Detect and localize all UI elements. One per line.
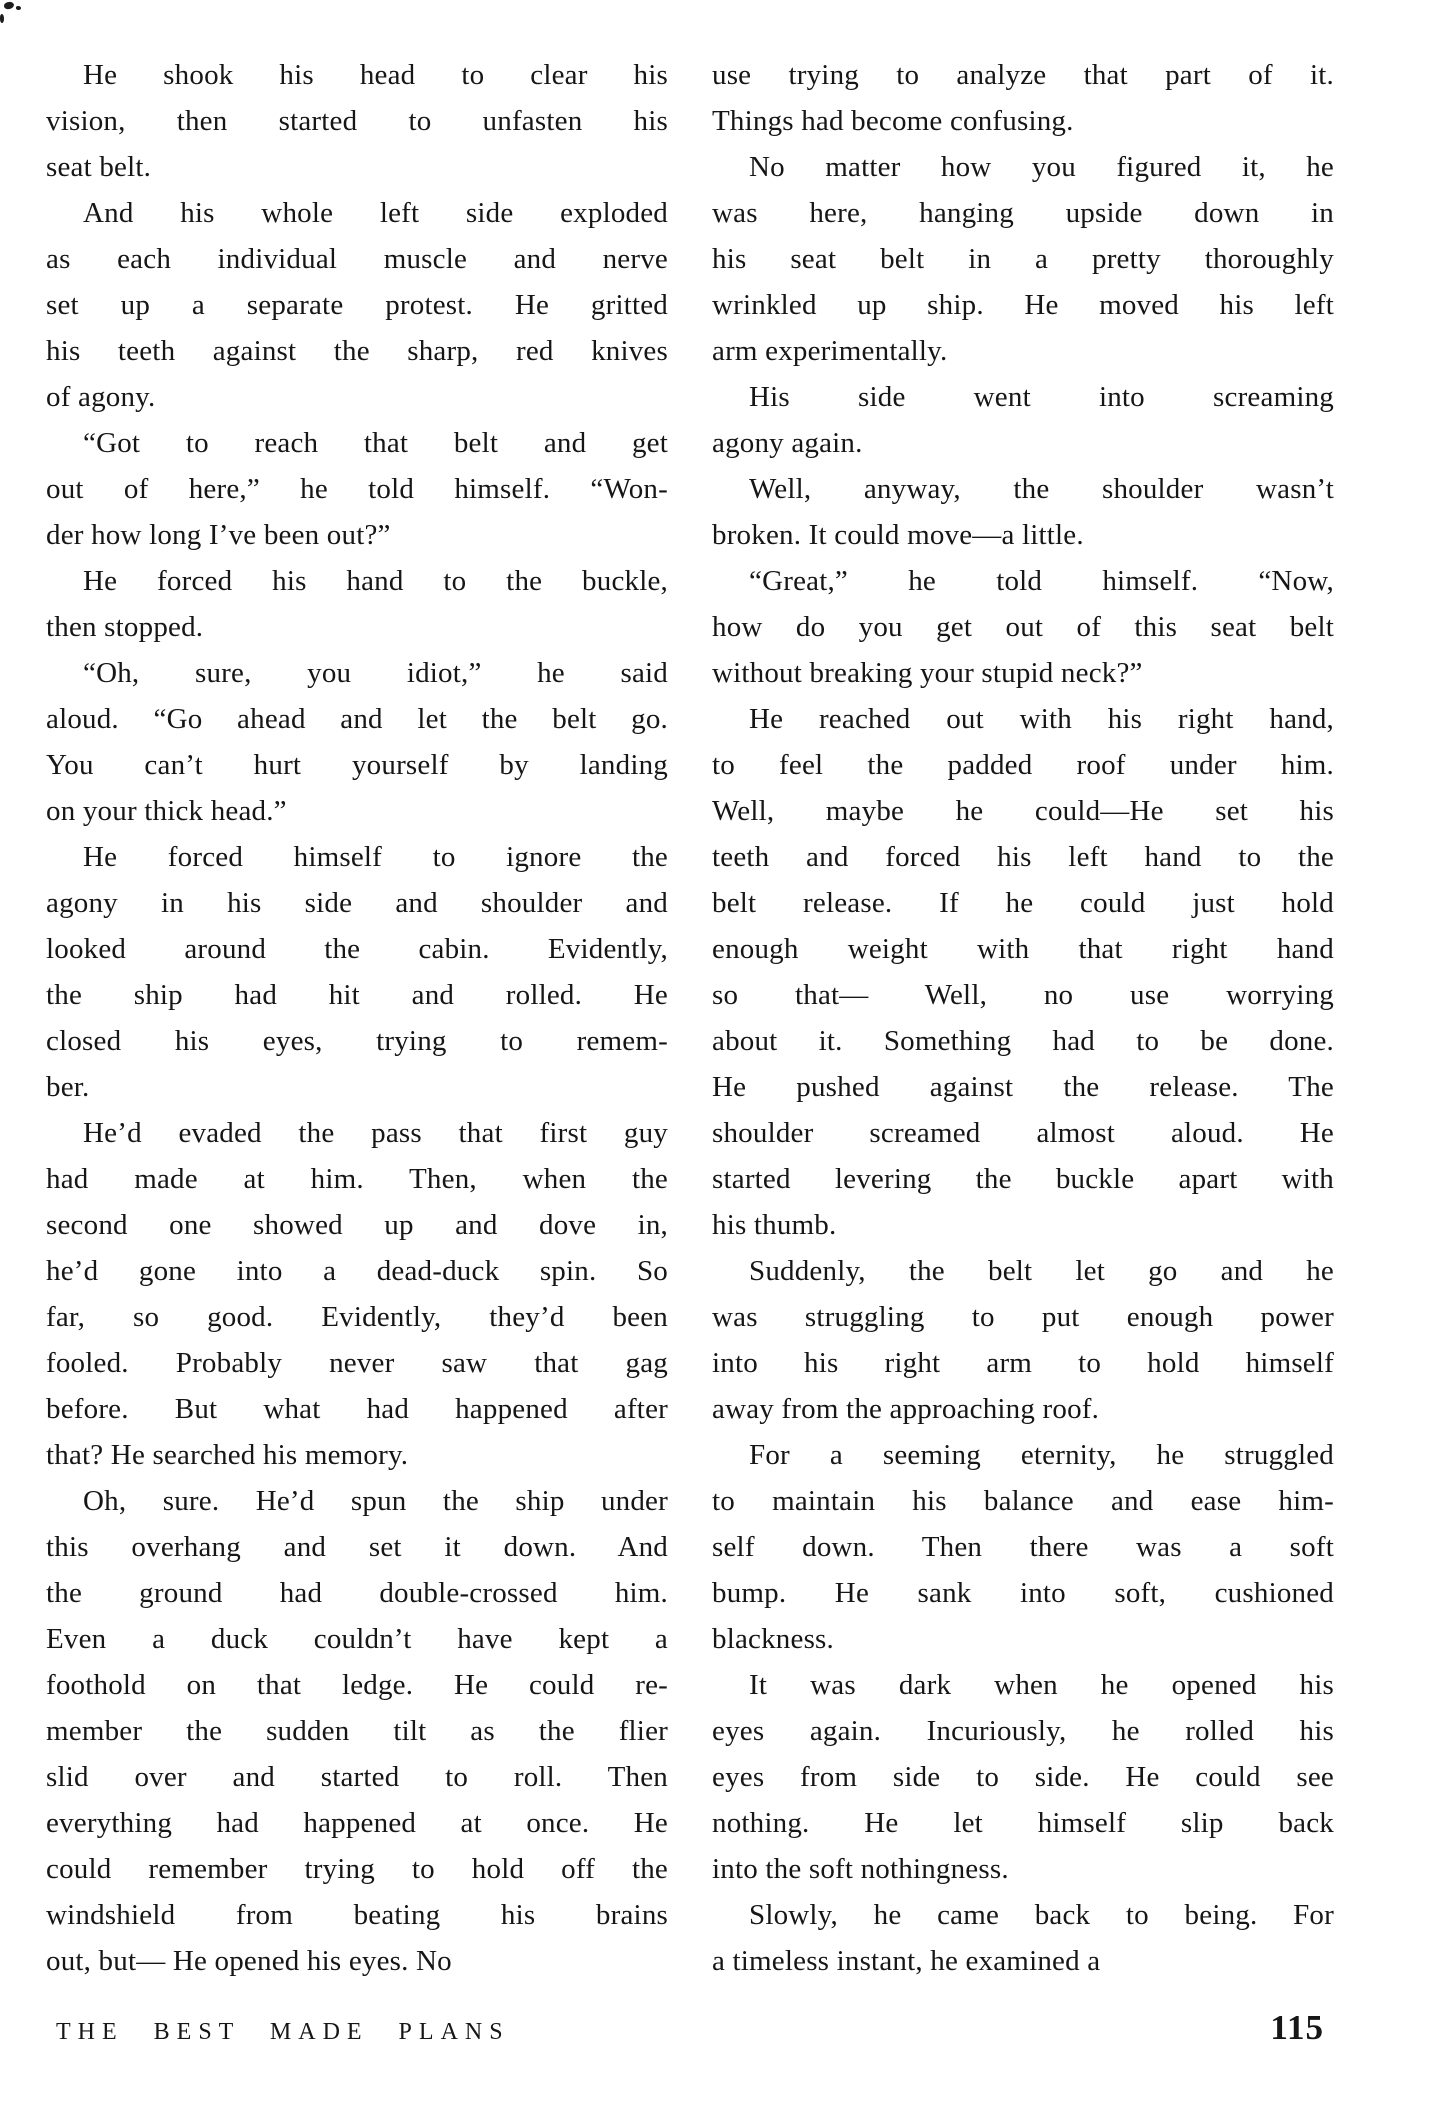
text-line: Well, anyway, the shoulder wasn’t (749, 473, 1334, 505)
text-line: far, so good. Evidently, they’d been (46, 1301, 668, 1333)
text-line: could remember trying to hold off the (46, 1853, 668, 1885)
text-line: eyes from side to side. He could see (712, 1761, 1334, 1793)
text-line: out, but— He opened his eyes. No (46, 1945, 452, 1977)
paragraph (46, 420, 668, 558)
text-line: set up a separate protest. He gritted (46, 289, 668, 321)
text-line: Well, maybe he could—He set his (712, 795, 1334, 827)
paragraph (46, 558, 668, 650)
text-line: vision, then started to unfasten his (46, 105, 668, 137)
text-line: shoulder screamed almost aloud. He (712, 1117, 1334, 1149)
text-line: He forced his hand to the buckle, (83, 565, 668, 597)
text-line: started levering the buckle apart with (712, 1163, 1334, 1195)
text-line: belt release. If he could just hold (712, 887, 1334, 919)
paragraph (46, 650, 668, 834)
text-line: about it. Something had to be done. (712, 1025, 1334, 1057)
text-line: You can’t hurt yourself by landing (46, 749, 668, 781)
text-line: der how long I’ve been out?” (46, 519, 391, 551)
text-line: use trying to analyze that part of it. (712, 59, 1334, 91)
paragraph (712, 1248, 1334, 1432)
text-line: away from the approaching roof. (712, 1393, 1100, 1425)
text-line: everything had happened at once. He (46, 1807, 668, 1839)
text-line: that? He searched his memory. (46, 1439, 409, 1471)
paragraph (712, 1432, 1334, 1662)
text-line: before. But what had happened after (46, 1393, 668, 1425)
paragraph (712, 696, 1334, 1248)
text-line: into the soft nothingness. (712, 1853, 1009, 1885)
paragraph (46, 834, 668, 1110)
paragraph (712, 1662, 1334, 1892)
paragraph (712, 374, 1334, 466)
text-line: to feel the padded roof under him. (712, 749, 1334, 781)
paragraph (712, 1892, 1334, 1984)
text-line: “Got to reach that belt and get (83, 427, 668, 459)
running-title: THE BEST MADE PLANS (56, 2019, 510, 2045)
text-line: self down. Then there was a soft (712, 1531, 1334, 1563)
paragraph (712, 558, 1334, 696)
text-line: wrinkled up ship. He moved his left (712, 289, 1334, 321)
text-line: For a seeming eternity, he struggled (749, 1439, 1334, 1471)
text-line: second one showed up and dove in, (46, 1209, 668, 1241)
text-line: bump. He sank into soft, cushioned (712, 1577, 1334, 1609)
text-line: He forced himself to ignore the (83, 841, 668, 873)
text-line: looked around the cabin. Evidently, (46, 933, 668, 965)
text-line: as each individual muscle and nerve (46, 243, 668, 275)
text-line: enough weight with that right hand (712, 933, 1334, 965)
text-line: to maintain his balance and ease him- (712, 1485, 1334, 1517)
text-line: so that— Well, no use worrying (712, 979, 1334, 1011)
text-line: eyes again. Incuriously, he rolled his (712, 1715, 1334, 1747)
text-line: “Great,” he told himself. “Now, (749, 565, 1334, 597)
text-line: agony in his side and shoulder and (46, 887, 668, 919)
text-line: his thumb. (712, 1209, 837, 1241)
text-line: arm experimentally. (712, 335, 948, 367)
scan-speck (3, 1, 14, 10)
paragraph (46, 52, 668, 190)
page-footer (46, 2008, 1338, 2048)
text-line: His side went into screaming (749, 381, 1334, 413)
text-line: aloud. “Go ahead and let the belt go. (46, 703, 668, 735)
paragraph (46, 190, 668, 420)
text-line: blackness. (712, 1623, 834, 1655)
text-line: closed his eyes, trying to remem- (46, 1025, 668, 1057)
text-line: seat belt. (46, 151, 152, 183)
text-line: Slowly, he came back to being. For (749, 1899, 1334, 1931)
text-line: how do you get out of this seat belt (712, 611, 1334, 643)
paragraph (46, 1110, 668, 1478)
scan-speck (16, 6, 21, 10)
text-line: the ground had double-crossed him. (46, 1577, 668, 1609)
text-line: Things had become confusing. (712, 105, 1074, 137)
text-line: windshield from beating his brains (46, 1899, 668, 1931)
text-line: his seat belt in a pretty thoroughly (712, 243, 1334, 275)
text-line: He shook his head to clear his (83, 59, 668, 91)
text-line: And his whole left side exploded (83, 197, 668, 229)
text-line: had made at him. Then, when the (46, 1163, 668, 1195)
text-line: member the sudden tilt as the flier (46, 1715, 668, 1747)
text-line: of agony. (46, 381, 156, 413)
text-line: slid over and started to roll. Then (46, 1761, 668, 1793)
paragraph (46, 1478, 668, 1984)
text-line: No matter how you figured it, he (749, 151, 1334, 183)
text-line: out of here,” he told himself. “Won- (46, 473, 668, 505)
text-line: on your thick head.” (46, 795, 287, 827)
text-line: Oh, sure. He’d spun the ship under (83, 1485, 668, 1517)
right-column (712, 52, 1334, 1984)
text-line: It was dark when he opened his (749, 1669, 1334, 1701)
text-line: Even a duck couldn’t have kept a (46, 1623, 668, 1655)
scan-speck (0, 14, 4, 23)
left-column (46, 52, 668, 1984)
text-line: then stopped. (46, 611, 204, 643)
text-line: agony again. (712, 427, 863, 459)
text-line: He’d evaded the pass that first guy (83, 1117, 668, 1149)
text-line: was struggling to put enough power (712, 1301, 1334, 1333)
text-line: Suddenly, the belt let go and he (749, 1255, 1334, 1287)
text-line: ber. (46, 1071, 90, 1103)
text-line: fooled. Probably never saw that gag (46, 1347, 668, 1379)
text-line: nothing. He let himself slip back (712, 1807, 1334, 1839)
text-line: he’d gone into a dead-duck spin. So (46, 1255, 668, 1287)
paragraph (712, 466, 1334, 558)
paragraph (712, 144, 1334, 374)
text-line: He pushed against the release. The (712, 1071, 1334, 1103)
text-line: broken. It could move—a little. (712, 519, 1084, 551)
text-line: his teeth against the sharp, red knives (46, 335, 668, 367)
text-line: teeth and forced his left hand to the (712, 841, 1334, 873)
text-line: the ship had hit and rolled. He (46, 979, 668, 1011)
text-line: “Oh, sure, you idiot,” he said (83, 657, 668, 689)
text-line: He reached out with his right hand, (749, 703, 1334, 735)
text-line: without breaking your stupid neck?” (712, 657, 1143, 689)
text-line: foothold on that ledge. He could re- (46, 1669, 668, 1701)
text-line: this overhang and set it down. And (46, 1531, 668, 1563)
paragraph (712, 52, 1334, 144)
text-line: a timeless instant, he examined a (712, 1945, 1101, 1977)
text-line: was here, hanging upside down in (712, 197, 1334, 229)
text-line: into his right arm to hold himself (712, 1347, 1334, 1379)
page-number: 115 (1270, 2008, 1324, 2047)
